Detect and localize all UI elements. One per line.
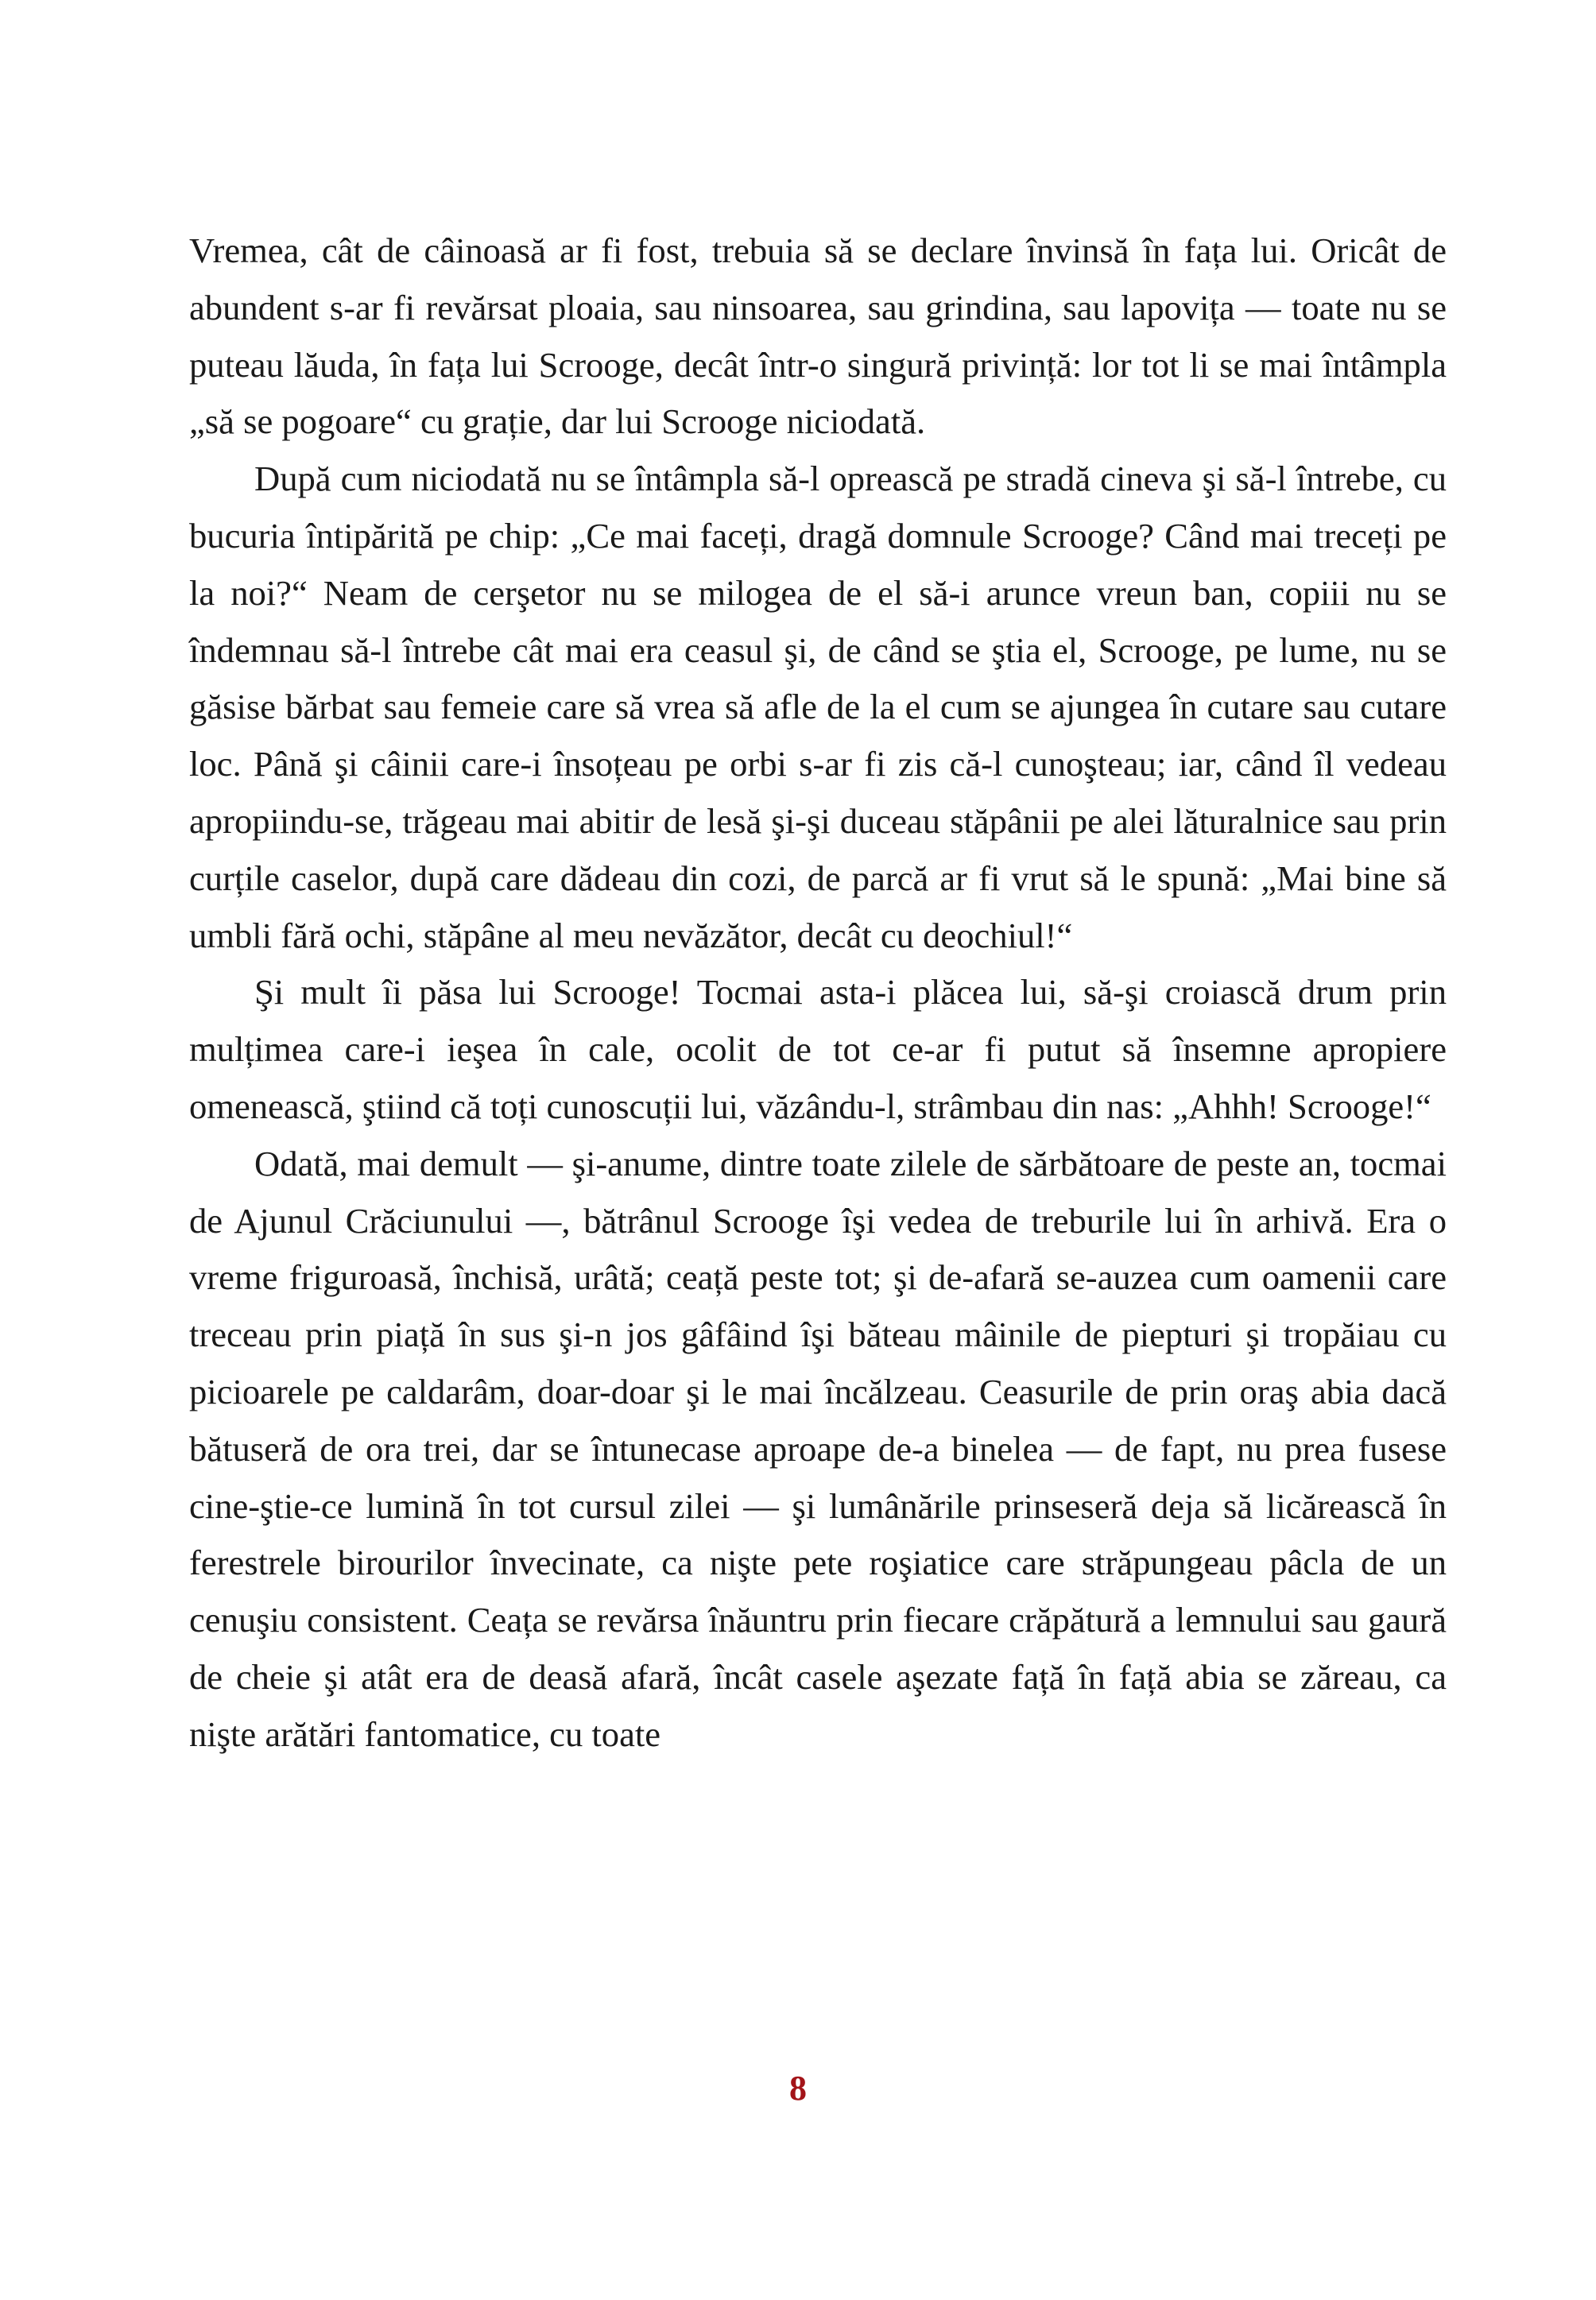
page-number: 8 (789, 2069, 807, 2108)
paragraph-3: Şi mult îi păsa lui Scrooge! Tocmai asta-i plăcea lui, să-şi croiască drum prin mulțimea care-i ieşea în cale, ocolit de tot ce-ar fi putut să însemne apropiere omenească, ştiind că toți cunoscuții lui, văzându-l, strâmbau din nas: „Ahhh! Scrooge!“ (189, 972, 1447, 1126)
body-text (189, 223, 1447, 1764)
paragraph-1: Vremea, cât de câinoasă ar fi fost, trebuia să se declare învinsă în fața lui. Oricât de abundent s-ar fi revărsat ploaia, sau ninsoarea, sau grindina, sau lapovița — toate nu se puteau lăuda, în fața lui Scrooge, decât într-o singură privință: lor tot li se mai întâmpla „să se pogoare“ cu grație, dar lui Scrooge niciodată. (189, 230, 1447, 442)
paragraph-2: După cum niciodată nu se întâmpla să-l oprească pe stradă cineva şi să-l întrebe, cu bucuria întipărită pe chip: „Ce mai faceți, dragă domnule Scrooge? Când mai treceți pe la noi?“ Neam de cerşetor nu se milogea de el să-i arunce vreun ban, copiii nu se îndemnau să-l întrebe cât mai era ceasul şi, de când se ştia el, Scrooge, pe lume, nu se găsise bărbat sau femeie care să vrea să afle de la el cum se ajungea în cutare sau cutare loc. Până şi câinii care-i însoțeau pe orbi s-ar fi zis că-l cunoşteau; iar, când îl vedeau apropiindu-se, trăgeau mai abitir de lesă şi-şi duceau stăpânii pe alei lăturalnice sau prin curțile caselor, după care dădeau din cozi, de parcă ar fi vrut să le spună: „Mai bine să umbli fără ochi, stăpâne al meu nevăzător, decât cu deochiul!“ (189, 459, 1447, 955)
paragraph-4: Odată, mai demult — şi-anume, dintre toate zilele de sărbătoare de peste an, tocmai de Ajunul Crăciunului —, bătrânul Scrooge îşi vedea de treburile lui în arhivă. Era o vreme friguroasă, închisă, urâtă; ceață peste tot; şi de-afară se-auzea cum oamenii care treceau prin piață în sus şi-n jos gâfâind îşi băteau mâinile de piepturi şi tropăiau cu picioarele pe caldarâm, doar-doar şi le mai încălzeau. Ceasurile de prin oraş abia dacă bătuseră de ora trei, dar se întunecase aproape de-a binelea — de fapt, nu prea fusese cine-ştie-ce lumină în tot cursul zilei — şi lumânările prinseseră deja să licărească în ferestrele birourilor învecinate, ca nişte pete roşiatice care străpungeau pâcla de un cenuşiu consistent. Ceața se revărsa înăuntru prin fiecare crăpătură a lemnului sau gaură de cheie şi atât era de deasă afară, încât casele aşezate față în față abia se zăreau, ca nişte arătări fantomatice, cu toate (189, 1143, 1447, 1754)
